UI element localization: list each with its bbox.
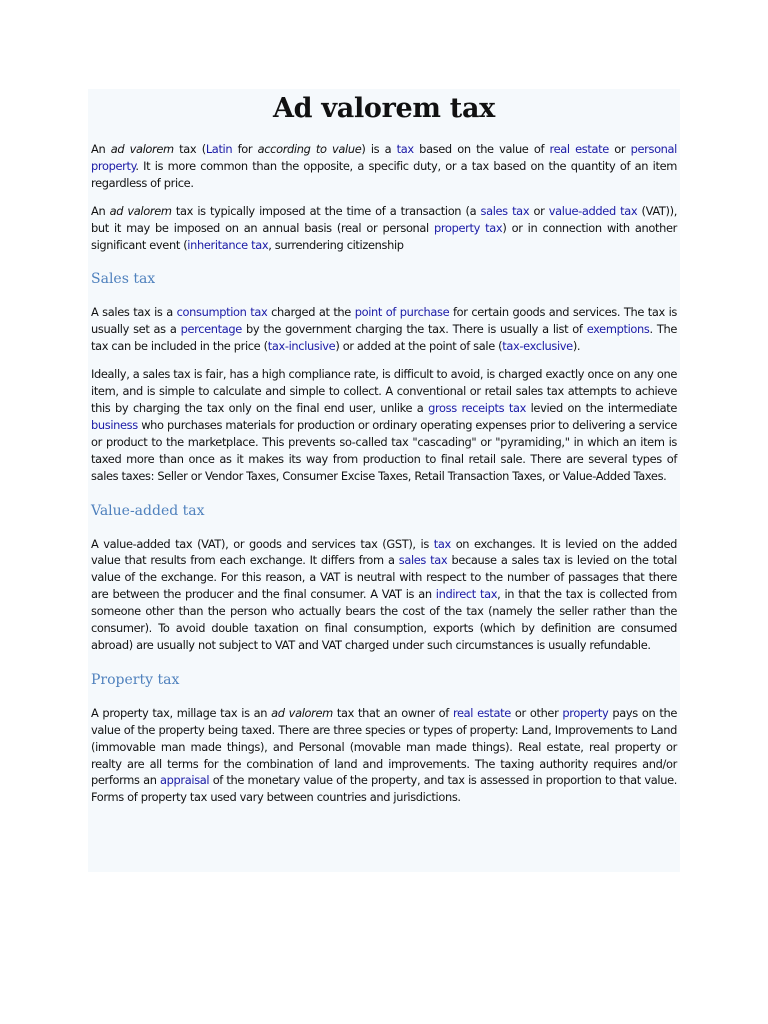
italic-text: ad valorem xyxy=(110,142,174,156)
section-heading-sales-tax: Sales tax xyxy=(91,271,156,288)
text-run: tax ( xyxy=(173,142,206,156)
hyperlink[interactable]: Latin xyxy=(205,142,233,156)
text-run: , surrendering citizenship xyxy=(268,237,404,252)
hyperlink[interactable]: real estate xyxy=(452,705,511,720)
hyperlink[interactable]: business xyxy=(91,417,138,432)
text-run: or xyxy=(529,203,549,218)
hyperlink[interactable]: exemptions xyxy=(586,322,650,337)
hyperlink[interactable]: consumption tax xyxy=(176,305,268,320)
text-run: by the government charging the tax. There is usually a list of xyxy=(241,322,587,337)
text-run: , in that the tax is collected from someone other than the person who actually bears the cost of the tax (namely the seller rather than the consumer). To avoid double taxation on final consumption, exports (which by definition are consumed abroad) are usually not subject to VAT and VAT charged under such circumstances is usually refundable. xyxy=(91,587,677,652)
text-run: pays on the value of the property being taxed. There are three species or types of property: Land, Improvements to Land (immovable man made things), and Personal (movable man made things). Real estate, real property or realty are all terms for the combination of land and improvements. The taxing authority requires and/or performs an xyxy=(91,705,677,788)
hyperlink[interactable]: sales tax xyxy=(480,203,530,218)
page-title: Ad valorem tax xyxy=(273,93,495,124)
section-heading-property-tax: Property tax xyxy=(91,671,180,688)
text-run: A sales tax is a xyxy=(91,305,177,320)
hyperlink[interactable]: percentage xyxy=(180,322,242,337)
hyperlink[interactable]: value-added tax xyxy=(548,203,638,218)
paragraph xyxy=(91,366,677,484)
text-run: ) or added at the point of sale ( xyxy=(335,339,503,354)
text-run: . It is more common than the opposite, a specific duty, or a tax based on the quantity of an item regardless of price. xyxy=(91,158,677,190)
text-run: An xyxy=(91,203,110,218)
text-run: for xyxy=(232,142,258,156)
paragraph xyxy=(91,304,677,355)
section-heading-value-added-tax: Value-added tax xyxy=(91,502,205,519)
hyperlink[interactable]: inheritance tax xyxy=(187,237,269,252)
paragraph xyxy=(91,203,677,254)
italic-text: ad valorem xyxy=(271,705,333,720)
text-run: (VAT)), but it may be imposed on an annual basis (real or personal xyxy=(91,203,677,235)
italic-text: ad valorem xyxy=(109,203,172,218)
hyperlink[interactable]: tax xyxy=(396,142,414,156)
text-run: levied on the intermediate xyxy=(525,400,677,415)
hyperlink[interactable]: real estate xyxy=(549,142,609,156)
hyperlink[interactable]: property tax xyxy=(434,220,503,235)
text-run: because a sales tax is levied on the total value of the exchange. For this reason, a VAT is neutral with respect to the number of passages that there are between the producer and the final consumer. A VAT is an xyxy=(91,553,677,602)
text-run: A value-added tax (VAT), or goods and services tax (GST), is xyxy=(91,536,434,551)
hyperlink[interactable]: gross receipts tax xyxy=(428,400,526,415)
text-run: An xyxy=(91,142,111,156)
text-run: or other xyxy=(510,705,563,720)
hyperlink[interactable]: tax-exclusive xyxy=(502,339,573,354)
text-run: ) is a xyxy=(361,142,397,156)
text-run: ) or in connection with another significant event ( xyxy=(91,220,677,252)
text-run: Ideally, a sales tax is fair, has a high compliance rate, is difficult to avoid, is charged exactly once on any one item, and is simple to calculate and simple to collect. A conventional or retail sales tax attempts to achieve this by charging the tax only on the final end user, unlike a xyxy=(91,367,677,415)
text-run: . The tax can be included in the price ( xyxy=(91,322,677,354)
text-run: ). xyxy=(572,339,581,354)
document-page xyxy=(88,89,680,872)
hyperlink[interactable]: point of purchase xyxy=(354,305,450,320)
hyperlink[interactable]: sales tax xyxy=(398,553,448,568)
hyperlink[interactable]: property xyxy=(562,705,609,720)
text-run: A property tax, millage tax is an xyxy=(91,705,272,720)
text-run: based on the value of xyxy=(413,142,550,156)
text-run: for certain goods and services. The tax is usually set as a xyxy=(91,305,677,337)
text-run: charged at the xyxy=(267,305,355,320)
hyperlink[interactable]: appraisal xyxy=(160,773,210,788)
paragraph xyxy=(91,705,677,806)
italic-text: according to value xyxy=(257,142,362,156)
paragraph xyxy=(91,141,677,192)
text-run: on exchanges. It is levied on the added value that results from each exchange. It differs from a xyxy=(91,536,677,568)
hyperlink[interactable]: tax xyxy=(433,536,451,551)
hyperlink[interactable]: tax-inclusive xyxy=(267,339,336,354)
paragraph xyxy=(91,536,677,654)
hyperlink[interactable]: personal property xyxy=(91,142,677,173)
text-run: of the monetary value of the property, and tax is assessed in proportion to that value. Forms of property tax used vary between countries and jurisdictions. xyxy=(91,773,677,805)
text-run: tax that an owner of xyxy=(332,705,453,720)
text-run: who purchases materials for production or ordinary operating expenses prior to delivering a service or product to the marketplace. This prevents so-called tax "cascading" or "pyramiding," in which an item is taxed more than once as it makes its way from production to final retail sale. There are several types of sales taxes: Seller or Vendor Taxes, Consumer Excise Taxes, Retail Transaction Taxes, or Value-Added Taxes. xyxy=(91,417,677,483)
text-run: or xyxy=(608,142,631,156)
hyperlink[interactable]: indirect tax xyxy=(435,587,498,602)
text-run: tax is typically imposed at the time of a transaction (a xyxy=(171,203,481,218)
